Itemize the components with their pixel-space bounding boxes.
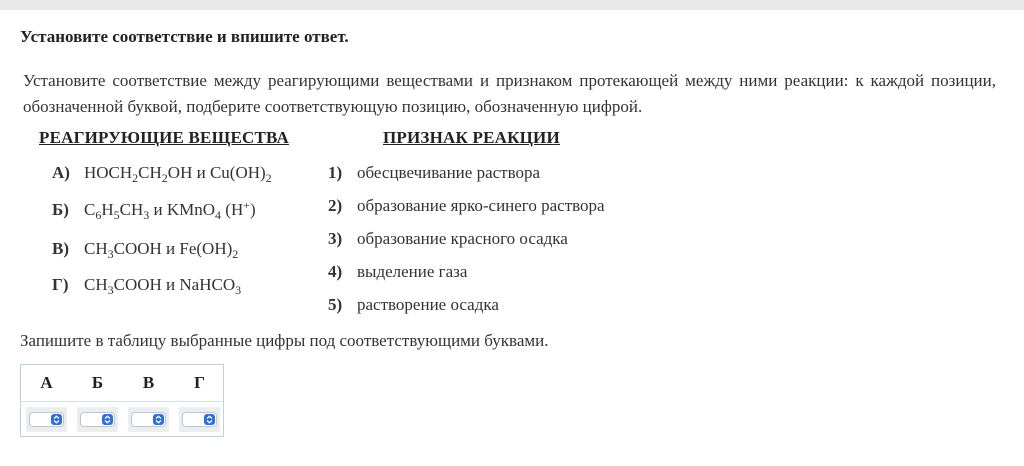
- item-text: образование ярко-синего раствора: [357, 196, 605, 215]
- task-heading: Установите соответствие и впишите ответ.: [20, 27, 349, 46]
- substance-item-v: [52, 239, 238, 259]
- answer-header-a: А: [40, 373, 53, 392]
- item-text: выделение газа: [357, 262, 468, 281]
- answer-table: [20, 364, 224, 437]
- item-text: образование красного осадка: [357, 229, 568, 248]
- answer-header-g: Г: [194, 373, 205, 392]
- sign-item-5: [328, 295, 499, 315]
- item-key: 1): [328, 163, 343, 182]
- answer-select-v-control[interactable]: [131, 412, 166, 427]
- answer-cell-a: [26, 407, 67, 432]
- chevron-updown-icon: [153, 414, 164, 425]
- answer-cell-g: [179, 407, 220, 432]
- substance-item-a: [52, 163, 272, 183]
- formula: $CH_3COOH$ и NaHCO$_3$: [84, 275, 242, 297]
- table-divider: [21, 401, 223, 402]
- answer-cell-b: [77, 407, 118, 432]
- chevron-updown-icon: [204, 414, 215, 425]
- substance-item-b: [52, 200, 256, 220]
- item-key: 5): [328, 295, 343, 314]
- answer-select-g-control[interactable]: [182, 412, 217, 427]
- substance-item-g: [52, 275, 241, 295]
- item-text: растворение осадка: [357, 295, 499, 314]
- item-key: В): [52, 239, 69, 258]
- item-key: Г): [52, 275, 69, 294]
- answer-select-b-control[interactable]: [80, 412, 115, 427]
- item-key: 4): [328, 262, 343, 281]
- task-description: Установите соответствие между реагирующими веществами и признаком протекающей между ними реакции: к каждой позиции, обозначенной буквой, подберите соответствующую позицию, обозначенную цифрой.: [23, 71, 996, 116]
- answer-instruction: Запишите в таблицу выбранные цифры под соответствующими буквами.: [20, 331, 549, 350]
- top-bar: [0, 0, 1024, 10]
- sign-item-4: [328, 262, 467, 282]
- item-key: 2): [328, 196, 343, 215]
- item-text: обесцвечивание раствора: [357, 163, 541, 182]
- chevron-updown-icon: [51, 414, 62, 425]
- formula: $C_6H_5CH_3$ и KMnO$_4$ (H+): [84, 198, 256, 222]
- answer-header-v: В: [142, 373, 155, 392]
- sign-item-1: [328, 163, 540, 183]
- chevron-updown-icon: [102, 414, 113, 425]
- sign-item-2: [328, 196, 605, 216]
- item-key: Б): [52, 200, 69, 219]
- answer-cell-v: [128, 407, 169, 432]
- item-key: А): [52, 163, 70, 182]
- item-key: 3): [328, 229, 343, 248]
- formula: $HOCH_2CH_2OH$ и $Cu(OH)_2$: [84, 163, 272, 185]
- formula: $CH_3COOH$ и $Fe(OH)_2$: [84, 239, 239, 261]
- left-column-header: РЕАГИРУЮЩИЕ ВЕЩЕСТВА: [39, 128, 289, 147]
- answer-select-a-control[interactable]: [29, 412, 64, 427]
- sign-item-3: [328, 229, 568, 249]
- right-column-header: ПРИЗНАК РЕАКЦИИ: [383, 128, 560, 147]
- answer-header-b: Б: [91, 373, 104, 392]
